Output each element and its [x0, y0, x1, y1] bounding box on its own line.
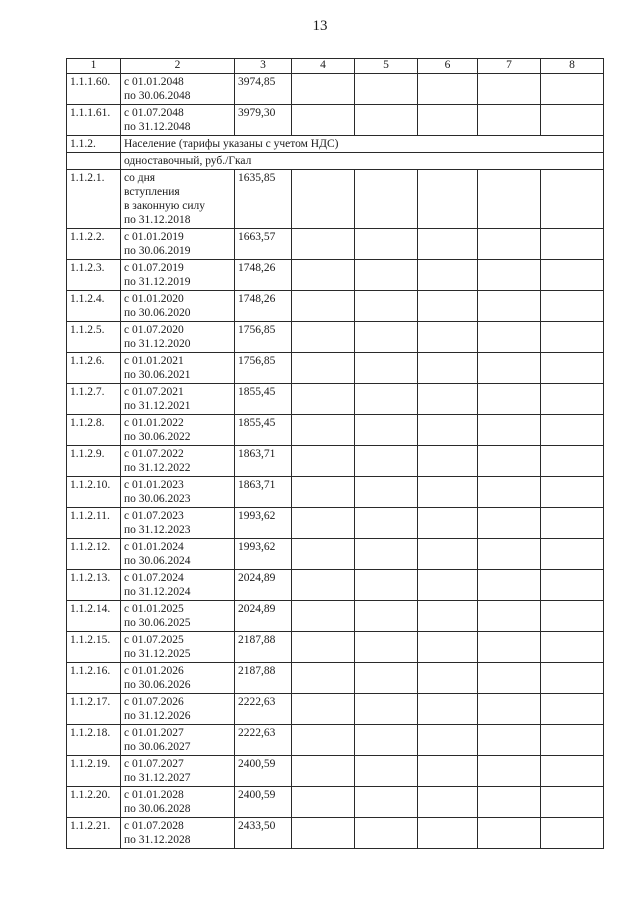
empty-cell-col-4 — [292, 663, 355, 694]
period-line: по 30.06.2021 — [124, 369, 191, 381]
empty-cell-col-5 — [355, 725, 418, 756]
empty-cell-col-6 — [418, 415, 478, 446]
empty-cell-col-4 — [292, 508, 355, 539]
empty-cell-col-7 — [478, 756, 541, 787]
empty-cell-col-4 — [292, 415, 355, 446]
empty-cell-col-6 — [418, 539, 478, 570]
empty-cell-col-8 — [541, 694, 604, 725]
empty-cell-col-7 — [478, 725, 541, 756]
period-line: с 01.07.2024 — [124, 572, 184, 584]
row-code-cell: 1.1.2.4. — [67, 291, 121, 322]
period-line: с 01.01.2022 — [124, 417, 184, 429]
empty-cell-col-5 — [355, 570, 418, 601]
empty-cell-col-4 — [292, 260, 355, 291]
empty-cell-col-5 — [355, 477, 418, 508]
empty-cell-col-6 — [418, 787, 478, 818]
table-row — [67, 539, 604, 570]
empty-cell-col-8 — [541, 170, 604, 229]
empty-cell-col-4 — [292, 570, 355, 601]
period-line: в законную силу — [124, 200, 205, 212]
empty-cell-col-4 — [292, 384, 355, 415]
tariff-value-cell: 2024,89 — [235, 601, 292, 632]
table-row — [67, 446, 604, 477]
period-line: с 01.01.2020 — [124, 293, 184, 305]
table-body — [67, 74, 604, 849]
tariff-value-cell: 1663,57 — [235, 229, 292, 260]
empty-cell-col-4 — [292, 725, 355, 756]
period-line: с 01.01.2024 — [124, 541, 184, 553]
empty-cell-col-4 — [292, 322, 355, 353]
row-code-cell: 1.1.2.2. — [67, 229, 121, 260]
empty-cell-col-4 — [292, 291, 355, 322]
empty-cell-col-5 — [355, 663, 418, 694]
tariff-value-cell: 3979,30 — [235, 105, 292, 136]
column-header-5: 5 — [355, 59, 418, 74]
tariff-value-cell: 2187,88 — [235, 663, 292, 694]
period-line: по 31.12.2027 — [124, 772, 191, 784]
period-line: по 31.12.2024 — [124, 586, 191, 598]
tariff-value-cell: 3974,85 — [235, 74, 292, 105]
empty-cell-col-5 — [355, 787, 418, 818]
column-header-2: 2 — [121, 59, 235, 74]
row-code-cell: 1.1.1.61. — [67, 105, 121, 136]
row-code-cell: 1.1.2.21. — [67, 818, 121, 849]
empty-cell-col-7 — [478, 694, 541, 725]
tariff-value-cell: 2222,63 — [235, 725, 292, 756]
empty-cell-col-8 — [541, 477, 604, 508]
tariff-value-cell: 1635,85 — [235, 170, 292, 229]
tariff-value-cell: 2187,88 — [235, 632, 292, 663]
row-code-cell: 1.1.2.5. — [67, 322, 121, 353]
table-row — [67, 353, 604, 384]
empty-cell-col-6 — [418, 74, 478, 105]
tariff-value-cell: 1756,85 — [235, 322, 292, 353]
table-row — [67, 694, 604, 725]
empty-cell-col-5 — [355, 818, 418, 849]
empty-cell-col-7 — [478, 353, 541, 384]
empty-cell-col-5 — [355, 353, 418, 384]
empty-cell-col-7 — [478, 260, 541, 291]
period-cell — [121, 663, 235, 694]
period-line: по 30.06.2020 — [124, 307, 191, 319]
empty-cell-col-4 — [292, 353, 355, 384]
empty-cell-col-7 — [478, 601, 541, 632]
empty-cell-col-6 — [418, 601, 478, 632]
section-title: Население (тарифы указаны с учетом НДС) — [121, 136, 604, 153]
row-code-cell: 1.1.2.3. — [67, 260, 121, 291]
period-line: по 31.12.2026 — [124, 710, 191, 722]
section-subtitle-row — [67, 153, 604, 170]
period-line: по 31.12.2048 — [124, 121, 191, 133]
empty-cell-col-4 — [292, 229, 355, 260]
period-line: с 01.01.2028 — [124, 789, 184, 801]
empty-cell-col-5 — [355, 74, 418, 105]
period-line: с 01.07.2025 — [124, 634, 184, 646]
period-cell — [121, 818, 235, 849]
tariff-value-cell: 1863,71 — [235, 477, 292, 508]
empty-cell-col-4 — [292, 694, 355, 725]
empty-cell-col-6 — [418, 570, 478, 601]
empty-cell-col-8 — [541, 632, 604, 663]
empty-cell-col-5 — [355, 229, 418, 260]
tariff-value-cell: 1748,26 — [235, 260, 292, 291]
empty-cell-col-7 — [478, 415, 541, 446]
period-line: по 30.06.2025 — [124, 617, 191, 629]
empty-cell-col-6 — [418, 663, 478, 694]
empty-cell-col-5 — [355, 446, 418, 477]
empty-cell-col-8 — [541, 756, 604, 787]
empty-cell-col-7 — [478, 74, 541, 105]
empty-cell-col-4 — [292, 74, 355, 105]
row-code-cell: 1.1.2.8. — [67, 415, 121, 446]
period-cell — [121, 508, 235, 539]
period-cell — [121, 415, 235, 446]
table-row — [67, 632, 604, 663]
period-line: с 01.07.2019 — [124, 262, 184, 274]
column-header-8: 8 — [541, 59, 604, 74]
empty-cell-col-5 — [355, 694, 418, 725]
section-subtitle: одноставочный, руб./Гкал — [121, 153, 604, 170]
column-header-6: 6 — [418, 59, 478, 74]
period-cell — [121, 291, 235, 322]
period-line: с 01.07.2027 — [124, 758, 184, 770]
row-code-cell: 1.1.2.17. — [67, 694, 121, 725]
table-row — [67, 756, 604, 787]
period-cell — [121, 570, 235, 601]
empty-cell-col-8 — [541, 291, 604, 322]
empty-cell-col-6 — [418, 446, 478, 477]
empty-cell-col-5 — [355, 291, 418, 322]
period-line: по 31.12.2021 — [124, 400, 191, 412]
empty-cell-col-7 — [478, 229, 541, 260]
empty-cell-col-8 — [541, 322, 604, 353]
period-cell — [121, 105, 235, 136]
tariff-table — [66, 58, 604, 849]
table-row — [67, 570, 604, 601]
tariff-value-cell: 1756,85 — [235, 353, 292, 384]
empty-cell-col-8 — [541, 601, 604, 632]
section-row — [67, 136, 604, 153]
empty-cell-col-5 — [355, 508, 418, 539]
empty-cell-col-6 — [418, 508, 478, 539]
tariff-value-cell: 2024,89 — [235, 570, 292, 601]
tariff-value-cell: 2400,59 — [235, 756, 292, 787]
period-cell — [121, 353, 235, 384]
period-line: с 01.01.2025 — [124, 603, 184, 615]
table-row — [67, 170, 604, 229]
tariff-value-cell: 1993,62 — [235, 539, 292, 570]
empty-cell-col-8 — [541, 818, 604, 849]
row-code-cell: 1.1.2.10. — [67, 477, 121, 508]
period-line: по 31.12.2020 — [124, 338, 191, 350]
column-header-7: 7 — [478, 59, 541, 74]
table-row — [67, 384, 604, 415]
empty-cell-col-6 — [418, 725, 478, 756]
empty-cell-col-6 — [418, 229, 478, 260]
empty-cell-col-7 — [478, 105, 541, 136]
empty-cell-col-6 — [418, 322, 478, 353]
period-line: по 30.06.2022 — [124, 431, 191, 443]
table-row — [67, 229, 604, 260]
empty-cell-col-5 — [355, 260, 418, 291]
row-code-cell: 1.1.2.15. — [67, 632, 121, 663]
empty-cell-col-8 — [541, 508, 604, 539]
empty-cell-col-5 — [355, 415, 418, 446]
empty-cell-col-5 — [355, 384, 418, 415]
period-cell — [121, 260, 235, 291]
empty-cell-col-7 — [478, 477, 541, 508]
period-cell — [121, 632, 235, 663]
period-line: с 01.07.2048 — [124, 107, 184, 119]
empty-cell-col-7 — [478, 508, 541, 539]
column-header-1: 1 — [67, 59, 121, 74]
period-cell — [121, 601, 235, 632]
period-line: с 01.07.2021 — [124, 386, 184, 398]
period-line: с 01.01.2023 — [124, 479, 184, 491]
empty-cell-col-8 — [541, 260, 604, 291]
row-code-cell: 1.1.2.11. — [67, 508, 121, 539]
period-line: по 31.12.2018 — [124, 214, 191, 226]
empty-cell-col-8 — [541, 229, 604, 260]
period-line: со дня — [124, 172, 156, 184]
row-code-cell: 1.1.2.14. — [67, 601, 121, 632]
empty-cell-col-7 — [478, 632, 541, 663]
period-line: по 31.12.2022 — [124, 462, 191, 474]
period-line: с 01.07.2023 — [124, 510, 184, 522]
empty-cell-col-6 — [418, 818, 478, 849]
column-header-3: 3 — [235, 59, 292, 74]
empty-cell-col-8 — [541, 787, 604, 818]
section-code-cell: 1.1.2. — [67, 136, 121, 153]
period-line: по 31.12.2023 — [124, 524, 191, 536]
period-cell — [121, 170, 235, 229]
empty-cell-col-7 — [478, 663, 541, 694]
empty-cell-col-4 — [292, 818, 355, 849]
section-code-empty-cell — [67, 153, 121, 170]
empty-cell-col-4 — [292, 105, 355, 136]
empty-cell-col-7 — [478, 291, 541, 322]
empty-cell-col-7 — [478, 787, 541, 818]
table-row — [67, 105, 604, 136]
table-row — [67, 508, 604, 539]
table-row — [67, 818, 604, 849]
period-cell — [121, 694, 235, 725]
table-row — [67, 322, 604, 353]
empty-cell-col-8 — [541, 570, 604, 601]
table-row — [67, 477, 604, 508]
empty-cell-col-7 — [478, 446, 541, 477]
empty-cell-col-5 — [355, 170, 418, 229]
row-code-cell: 1.1.2.13. — [67, 570, 121, 601]
empty-cell-col-6 — [418, 384, 478, 415]
tariff-value-cell: 1993,62 — [235, 508, 292, 539]
empty-cell-col-6 — [418, 353, 478, 384]
tariff-value-cell: 1855,45 — [235, 384, 292, 415]
empty-cell-col-7 — [478, 322, 541, 353]
tariff-value-cell: 2400,59 — [235, 787, 292, 818]
table-row — [67, 725, 604, 756]
tariff-value-cell: 2433,50 — [235, 818, 292, 849]
row-code-cell: 1.1.2.16. — [67, 663, 121, 694]
tariff-value-cell: 1855,45 — [235, 415, 292, 446]
period-line: с 01.01.2019 — [124, 231, 184, 243]
empty-cell-col-8 — [541, 663, 604, 694]
empty-cell-col-4 — [292, 601, 355, 632]
empty-cell-col-4 — [292, 539, 355, 570]
row-code-cell: 1.1.2.6. — [67, 353, 121, 384]
row-code-cell: 1.1.1.60. — [67, 74, 121, 105]
period-line: с 01.01.2027 — [124, 727, 184, 739]
row-code-cell: 1.1.2.7. — [67, 384, 121, 415]
tariff-value-cell: 2222,63 — [235, 694, 292, 725]
empty-cell-col-6 — [418, 694, 478, 725]
period-line: по 31.12.2019 — [124, 276, 191, 288]
row-code-cell: 1.1.2.19. — [67, 756, 121, 787]
period-cell — [121, 787, 235, 818]
table-row — [67, 787, 604, 818]
period-cell — [121, 229, 235, 260]
period-line: по 30.06.2048 — [124, 90, 191, 102]
page-number: 13 — [312, 18, 328, 34]
period-line: с 01.07.2028 — [124, 820, 184, 832]
empty-cell-col-8 — [541, 74, 604, 105]
column-header-4: 4 — [292, 59, 355, 74]
empty-cell-col-7 — [478, 384, 541, 415]
empty-cell-col-5 — [355, 539, 418, 570]
period-line: по 30.06.2028 — [124, 803, 191, 815]
period-line: по 30.06.2027 — [124, 741, 191, 753]
period-line: с 01.07.2020 — [124, 324, 184, 336]
row-code-cell: 1.1.2.9. — [67, 446, 121, 477]
period-line: вступления — [124, 186, 180, 198]
period-cell — [121, 384, 235, 415]
empty-cell-col-4 — [292, 756, 355, 787]
period-cell — [121, 322, 235, 353]
period-cell — [121, 477, 235, 508]
period-cell — [121, 446, 235, 477]
empty-cell-col-6 — [418, 756, 478, 787]
empty-cell-col-5 — [355, 756, 418, 787]
empty-cell-col-8 — [541, 353, 604, 384]
empty-cell-col-4 — [292, 632, 355, 663]
period-line: по 30.06.2026 — [124, 679, 191, 691]
period-line: с 01.07.2026 — [124, 696, 184, 708]
empty-cell-col-6 — [418, 477, 478, 508]
column-number-row — [67, 59, 604, 74]
empty-cell-col-8 — [541, 415, 604, 446]
empty-cell-col-6 — [418, 170, 478, 229]
row-code-cell: 1.1.2.1. — [67, 170, 121, 229]
empty-cell-col-8 — [541, 539, 604, 570]
empty-cell-col-6 — [418, 105, 478, 136]
empty-cell-col-4 — [292, 170, 355, 229]
tariff-value-cell: 1863,71 — [235, 446, 292, 477]
empty-cell-col-7 — [478, 818, 541, 849]
table-row — [67, 260, 604, 291]
period-line: по 30.06.2023 — [124, 493, 191, 505]
tariff-value-cell: 1748,26 — [235, 291, 292, 322]
period-cell — [121, 74, 235, 105]
period-cell — [121, 756, 235, 787]
empty-cell-col-6 — [418, 260, 478, 291]
table-row — [67, 74, 604, 105]
row-code-cell: 1.1.2.18. — [67, 725, 121, 756]
row-code-cell: 1.1.2.20. — [67, 787, 121, 818]
empty-cell-col-4 — [292, 446, 355, 477]
period-line: с 01.01.2048 — [124, 76, 184, 88]
period-line: с 01.07.2022 — [124, 448, 184, 460]
empty-cell-col-8 — [541, 105, 604, 136]
period-line: с 01.01.2021 — [124, 355, 184, 367]
period-line: по 30.06.2019 — [124, 245, 191, 257]
empty-cell-col-8 — [541, 725, 604, 756]
empty-cell-col-5 — [355, 105, 418, 136]
empty-cell-col-4 — [292, 787, 355, 818]
empty-cell-col-6 — [418, 632, 478, 663]
table-row — [67, 291, 604, 322]
empty-cell-col-7 — [478, 539, 541, 570]
empty-cell-col-8 — [541, 384, 604, 415]
period-line: по 30.06.2024 — [124, 555, 191, 567]
empty-cell-col-4 — [292, 477, 355, 508]
empty-cell-col-5 — [355, 322, 418, 353]
table-row — [67, 601, 604, 632]
row-code-cell: 1.1.2.12. — [67, 539, 121, 570]
period-line: по 31.12.2025 — [124, 648, 191, 660]
empty-cell-col-8 — [541, 446, 604, 477]
table-row — [67, 415, 604, 446]
period-line: по 31.12.2028 — [124, 834, 191, 846]
empty-cell-col-7 — [478, 570, 541, 601]
period-line: с 01.01.2026 — [124, 665, 184, 677]
empty-cell-col-5 — [355, 632, 418, 663]
empty-cell-col-7 — [478, 170, 541, 229]
table-row — [67, 663, 604, 694]
period-cell — [121, 539, 235, 570]
empty-cell-col-5 — [355, 601, 418, 632]
empty-cell-col-6 — [418, 291, 478, 322]
period-cell — [121, 725, 235, 756]
